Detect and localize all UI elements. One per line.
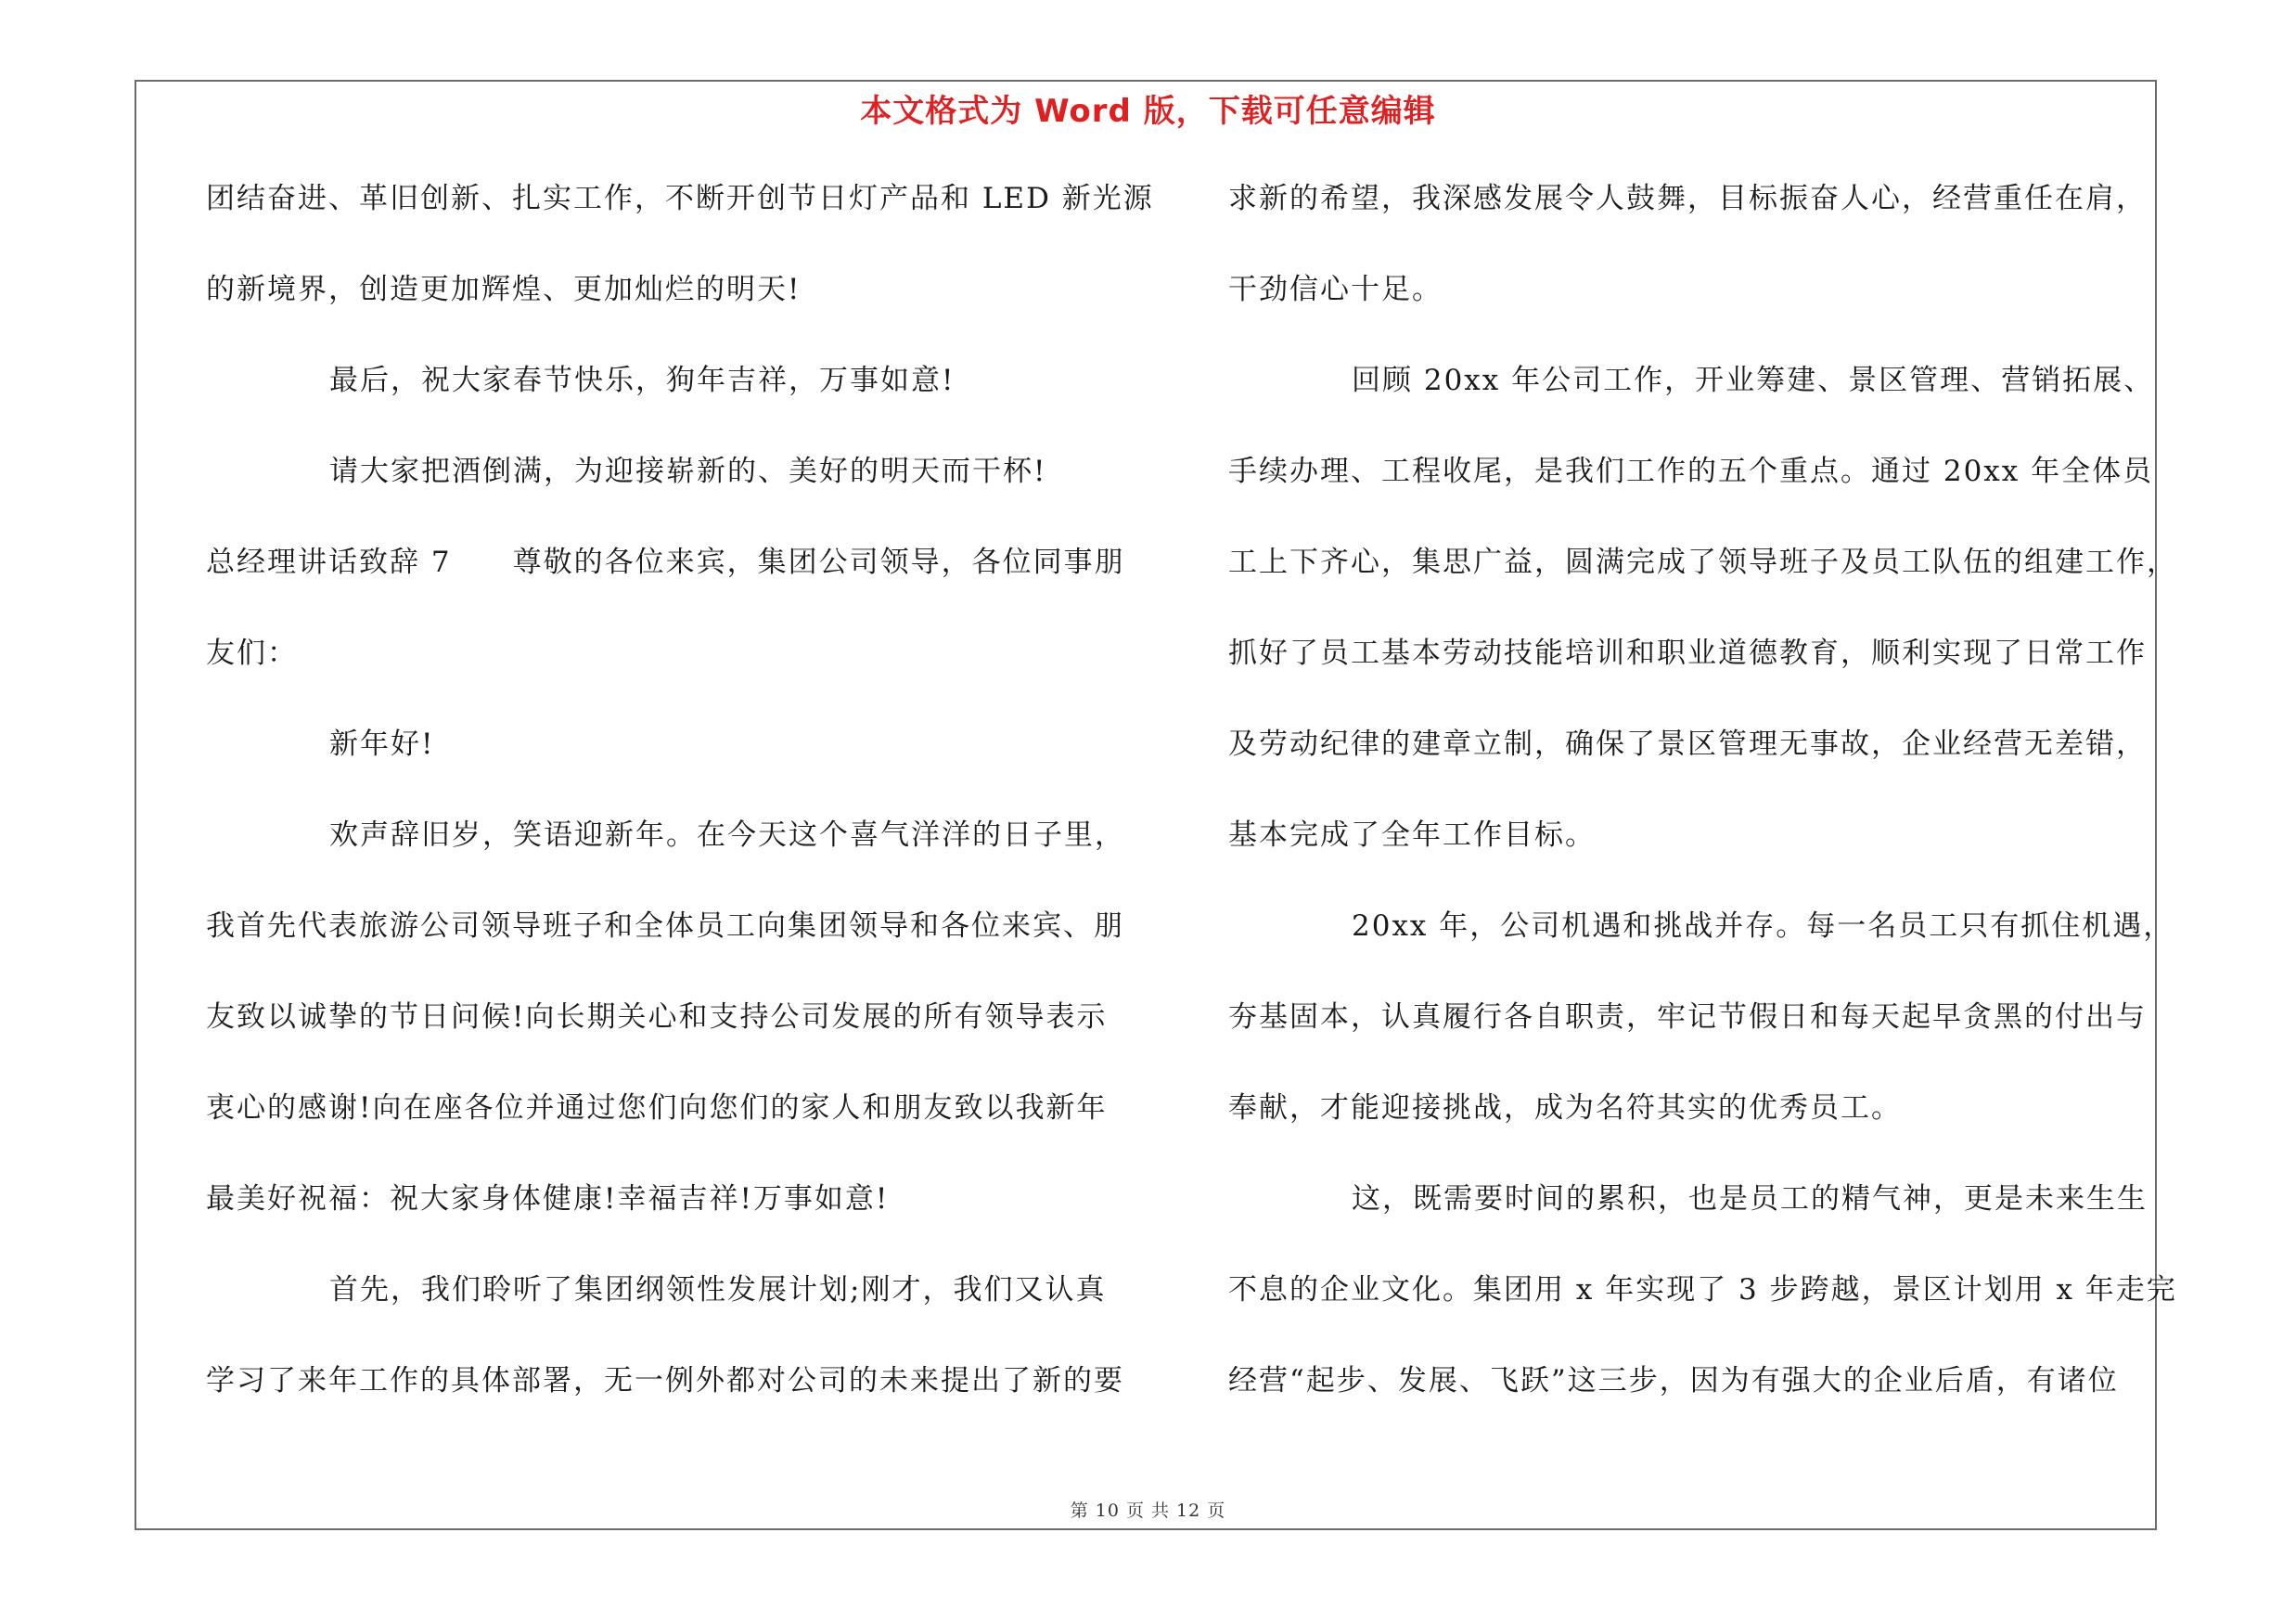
text-line: 欢声辞旧岁，笑语迎新年。在今天这个喜气洋洋的日子里， <box>329 818 1125 852</box>
text-line: 学习了来年工作的具体部署，无一例外都对公司的未来提出了新的要 <box>206 1364 1124 1398</box>
text-line: 夯基固本，认真履行各自职责，牢记节假日和每天起早贪黑的付出与 <box>1228 1000 2147 1034</box>
text-line: 最美好祝福：祝大家身体健康!幸福吉祥!万事如意! <box>206 1182 890 1216</box>
format-banner: 本文格式为 Word 版，下载可任意编辑 <box>860 93 1436 130</box>
text-line: 这，既需要时间的累积，也是员工的精气神，更是未来生生 <box>1352 1182 2148 1216</box>
text-line: 手续办理、工程收尾，是我们工作的五个重点。通过 20xx 年全体员 <box>1228 455 2154 488</box>
text-line: 回顾 20xx 年公司工作，开业筹建、景区管理、营销拓展、 <box>1352 364 2155 397</box>
text-line: 20xx 年，公司机遇和挑战并存。每一名员工只有抓住机遇， <box>1352 909 2174 943</box>
section-heading-line: 总经理讲话致辞 7 尊敬的各位来宾，集团公司领导，各位同事朋 <box>206 546 1125 579</box>
text-line: 基本完成了全年工作目标。 <box>1228 818 1596 852</box>
text-line: 的新境界，创造更加辉煌、更加灿烂的明天! <box>206 273 802 306</box>
text-line: 求新的希望，我深感发展令人鼓舞，目标振奋人心，经营重任在肩， <box>1228 182 2147 215</box>
text-line: 我首先代表旅游公司领导班子和全体员工向集团领导和各位来宾、朋 <box>206 909 1124 943</box>
text-line: 团结奋进、革旧创新、扎实工作，不断开创节日灯产品和 LED 新光源 <box>206 182 1154 215</box>
text-line: 请大家把酒倒满，为迎接崭新的、美好的明天而干杯! <box>329 455 1047 488</box>
right-column <box>1228 182 2177 1455</box>
text-line: 经营“起步、发展、飞跃”这三步，因为有强大的企业后盾，有诸位 <box>1228 1364 2119 1398</box>
text-line: 友致以诚挚的节日问候!向长期关心和支持公司发展的所有领导表示 <box>206 1000 1108 1034</box>
text-line: 首先，我们聆听了集团纲领性发展计划;刚才，我们又认真 <box>329 1273 1107 1307</box>
text-line: 衷心的感谢!向在座各位并通过您们向您们的家人和朋友致以我新年 <box>206 1091 1108 1125</box>
text-line: 奉献，才能迎接挑战，成为名符其实的优秀员工。 <box>1228 1091 1902 1125</box>
left-column <box>206 182 1154 1455</box>
text-line: 友们： <box>206 637 298 670</box>
text-line: 干劲信心十足。 <box>1228 273 1443 306</box>
text-line: 不息的企业文化。集团用 x 年实现了 3 步跨越，景区计划用 x 年走完 <box>1228 1273 2177 1307</box>
text-line: 最后，祝大家春节快乐，狗年吉祥，万事如意! <box>329 364 956 397</box>
text-line: 工上下齐心，集思广益，圆满完成了领导班子及员工队伍的组建工作， <box>1228 546 2177 579</box>
text-line: 抓好了员工基本劳动技能培训和职业道德教育，顺利实现了日常工作 <box>1228 637 2147 670</box>
text-line: 及劳动纪律的建章立制，确保了景区管理无事故，企业经营无差错， <box>1228 728 2147 761</box>
text-line: 新年好! <box>329 728 435 761</box>
page-number-footer: 第 10 页 共 12 页 <box>1070 1501 1226 1521</box>
